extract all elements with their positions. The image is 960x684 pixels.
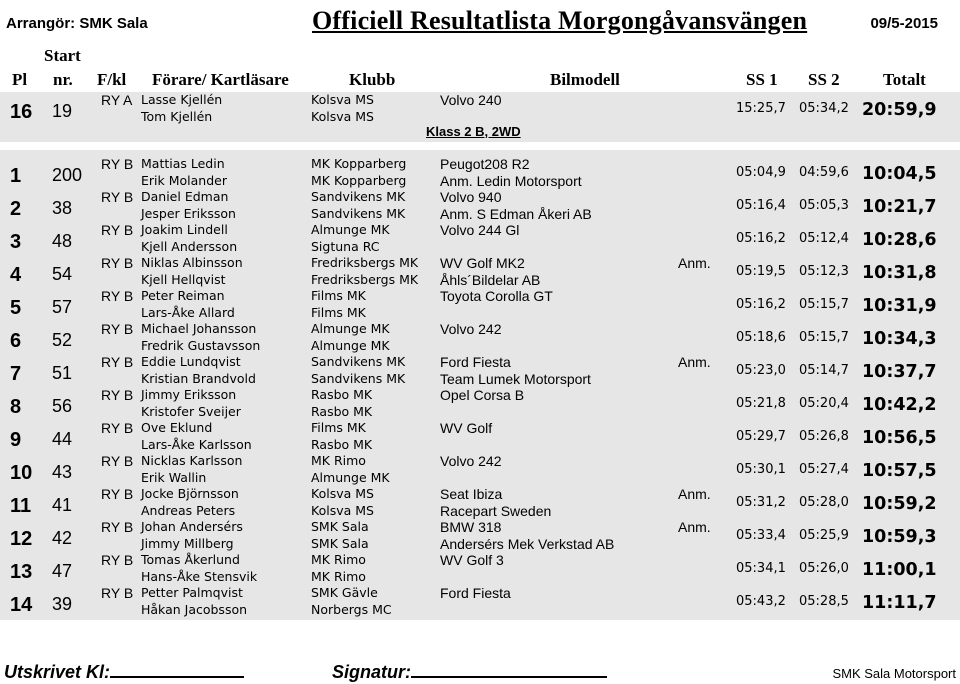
signature-field	[332, 660, 607, 683]
codriver-club: MK Kopparberg	[311, 173, 407, 188]
driver-club: SMK Gävle	[311, 585, 378, 600]
ss1-time: 05:43,2	[736, 594, 786, 609]
total-time: 10:31,8	[862, 263, 937, 283]
driver-name: Jocke Björnsson	[141, 486, 239, 501]
class-code: RY B	[101, 486, 134, 502]
driver-club: Fredriksbergs MK	[311, 255, 419, 270]
ss1-time: 05:30,1	[736, 462, 786, 477]
driver-name: Michael Johansson	[141, 321, 257, 336]
codriver-club: Almunge MK	[311, 470, 390, 485]
ss1-time: 05:21,8	[736, 396, 786, 411]
codriver-name: Håkan Jacobsson	[141, 602, 248, 617]
car-model: Seat Ibiza	[440, 486, 503, 502]
codriver-club: MK Rimo	[311, 569, 366, 584]
total-time: 10:34,3	[862, 329, 937, 349]
total-time: 10:28,6	[862, 230, 937, 250]
driver-name: Peter Reiman	[141, 288, 225, 303]
driver-club: Kolsva MS	[311, 92, 374, 107]
class-code: RY B	[101, 354, 134, 370]
driver-club: Films MK	[311, 288, 366, 303]
start-number: 51	[52, 363, 73, 383]
anm-note: Anm.	[678, 354, 711, 370]
driver-club: Sandvikens MK	[311, 189, 406, 204]
start-number: 47	[52, 561, 73, 581]
car-model: Volvo 940	[440, 189, 502, 205]
car-model: Peugot208 R2	[440, 156, 530, 172]
total-time: 10:37,7	[862, 362, 937, 382]
class-code: RY B	[101, 255, 134, 271]
car-note: Åhls´Bildelar AB	[440, 272, 541, 288]
placing: 3	[10, 231, 22, 253]
col-total-header: Totalt	[883, 70, 926, 89]
ss2-time: 05:34,2	[799, 101, 849, 116]
codriver-name: Tom Kjellén	[141, 109, 213, 124]
class-code: RY B	[101, 222, 134, 238]
codriver-club: Fredriksbergs MK	[311, 272, 419, 287]
class-code: RY B	[101, 156, 134, 172]
class-code: RY B	[101, 519, 134, 535]
driver-club: Almunge MK	[311, 222, 390, 237]
class-code: RY B	[101, 420, 134, 436]
driver-name: Niklas Albinsson	[141, 255, 243, 270]
total-time: 10:31,9	[862, 296, 937, 316]
car-note: Andersérs Mek Verkstad AB	[440, 536, 615, 552]
col-nr-header: nr.	[53, 70, 73, 89]
car-model: Volvo 244 Gl	[440, 222, 520, 238]
total-time: 10:56,5	[862, 428, 937, 448]
placing: 11	[10, 495, 32, 517]
anm-note: Anm.	[678, 486, 711, 502]
start-number: 54	[52, 264, 73, 284]
ss2-time: 05:28,0	[799, 495, 849, 510]
placing: 6	[10, 330, 22, 352]
car-model: WV Golf	[440, 420, 493, 436]
car-note: Anm. S Edman Åkeri AB	[440, 206, 592, 222]
car-note: Racepart Sweden	[440, 503, 552, 519]
car-model: Volvo 240	[440, 92, 502, 108]
driver-name: Joakim Lindell	[141, 222, 228, 237]
codriver-club: Rasbo MK	[311, 404, 373, 419]
signature-label: Signatur:	[332, 662, 411, 682]
placing: 2	[10, 198, 22, 220]
ss2-time: 05:14,7	[799, 363, 849, 378]
codriver-club: Kolsva MS	[311, 503, 374, 518]
placing: 7	[10, 363, 22, 385]
total-time: 10:57,5	[862, 461, 937, 481]
placing: 16	[10, 101, 33, 123]
codriver-club: Kolsva MS	[311, 109, 374, 124]
codriver-name: Kristofer Sveijer	[141, 404, 241, 419]
car-model: WV Golf MK2	[440, 255, 525, 271]
anm-note: Anm.	[678, 519, 711, 535]
ss1-time: 05:33,4	[736, 528, 786, 543]
class-code: RY B	[101, 387, 134, 403]
driver-club: Kolsva MS	[311, 486, 374, 501]
codriver-name: Fredrik Gustavsson	[141, 338, 261, 353]
ss1-time: 05:31,2	[736, 495, 786, 510]
placing: 14	[10, 594, 33, 616]
organizer: Arrangör: SMK Sala	[6, 15, 148, 32]
driver-name: Nicklas Karlsson	[141, 453, 243, 468]
car-model: WV Golf 3	[440, 552, 504, 568]
ss2-time: 05:12,3	[799, 264, 849, 279]
col-ss2-header: SS 2	[808, 70, 840, 89]
start-number: 57	[52, 297, 73, 317]
driver-club: SMK Sala	[311, 519, 369, 534]
start-number: 56	[52, 396, 73, 416]
col-crew-header: Förare/ Kartläsare	[152, 70, 289, 89]
ss2-time: 05:15,7	[799, 297, 849, 312]
codriver-club: Films MK	[311, 305, 366, 320]
driver-club: MK Rimo	[311, 453, 366, 468]
total-time: 11:00,1	[862, 560, 937, 580]
codriver-club: Almunge MK	[311, 338, 390, 353]
start-number: 39	[52, 594, 73, 614]
class-code: RY A	[101, 92, 133, 108]
ss2-time: 05:25,9	[799, 528, 849, 543]
car-model: Ford Fiesta	[440, 585, 511, 601]
driver-club: Almunge MK	[311, 321, 390, 336]
driver-name: Petter Palmqvist	[141, 585, 243, 600]
total-time: 20:59,9	[862, 100, 937, 120]
driver-name: Jimmy Eriksson	[141, 387, 237, 402]
driver-name: Eddie Lundqvist	[141, 354, 241, 369]
col-club-header: Klubb	[349, 70, 396, 89]
driver-name: Ove Eklund	[141, 420, 213, 435]
col-fkl-header: F/kl	[97, 70, 127, 89]
printed-field	[4, 660, 244, 683]
page-title: Officiell Resultatlista Morgongåvansvängen	[312, 6, 808, 35]
total-time: 10:21,7	[862, 197, 937, 217]
printed-line	[110, 660, 244, 678]
ss1-time: 05:16,4	[736, 198, 786, 213]
start-number: 44	[52, 429, 73, 449]
start-number: 43	[52, 462, 73, 482]
codriver-name: Lars-Åke Allard	[141, 305, 235, 320]
driver-name: Lasse Kjellén	[141, 92, 223, 107]
event-date: 09/5-2015	[870, 15, 938, 32]
ss1-time: 05:34,1	[736, 561, 786, 576]
car-note: Team Lumek Motorsport	[440, 371, 591, 387]
codriver-name: Kristian Brandvold	[141, 371, 256, 386]
driver-name: Johan Andersérs	[141, 519, 243, 534]
codriver-name: Jimmy Millberg	[141, 536, 234, 551]
total-time: 11:11,7	[862, 593, 937, 613]
codriver-name: Kjell Hellqvist	[141, 272, 226, 287]
codriver-name: Erik Wallin	[141, 470, 207, 485]
ss1-time: 05:29,7	[736, 429, 786, 444]
ss2-time: 05:12,4	[799, 231, 849, 246]
codriver-name: Kjell Andersson	[141, 239, 238, 254]
driver-club: Rasbo MK	[311, 387, 373, 402]
driver-name: Daniel Edman	[141, 189, 229, 204]
class-code: RY B	[101, 321, 134, 337]
driver-club: Films MK	[311, 420, 366, 435]
car-model: Toyota Corolla GT	[440, 288, 553, 304]
class-code: RY B	[101, 552, 134, 568]
ss1-time: 05:19,5	[736, 264, 786, 279]
car-model: Volvo 242	[440, 453, 502, 469]
class-code: RY B	[101, 189, 134, 205]
class-code: RY B	[101, 288, 134, 304]
codriver-club: Sigtuna RC	[311, 239, 380, 254]
codriver-club: Sandvikens MK	[311, 371, 406, 386]
car-model: Ford Fiesta	[440, 354, 511, 370]
driver-club: MK Kopparberg	[311, 156, 407, 171]
printed-label: Utskrivet Kl:	[4, 662, 111, 682]
anm-note: Anm.	[678, 255, 711, 271]
codriver-club: SMK Sala	[311, 536, 369, 551]
placing: 10	[10, 462, 33, 484]
codriver-name: Lars-Åke Karlsson	[141, 437, 252, 452]
start-number: 200	[52, 165, 83, 185]
car-model: Opel Corsa B	[440, 387, 525, 403]
col-pl-header: Pl	[12, 70, 28, 89]
driver-club: MK Rimo	[311, 552, 366, 567]
signature-line	[411, 660, 607, 678]
ss2-time: 05:27,4	[799, 462, 849, 477]
total-time: 10:59,2	[862, 494, 937, 514]
ss2-time: 05:26,0	[799, 561, 849, 576]
ss1-time: 05:04,9	[736, 165, 786, 180]
ss2-time: 04:59,6	[799, 165, 849, 180]
placing: 1	[10, 165, 22, 187]
car-model: Volvo 242	[440, 321, 502, 337]
car-model: BMW 318	[440, 519, 502, 535]
car-note: Anm. Ledin Motorsport	[440, 173, 582, 189]
codriver-name: Jesper Eriksson	[141, 206, 236, 221]
codriver-club: Sandvikens MK	[311, 206, 406, 221]
codriver-club: Norbergs MC	[311, 602, 392, 617]
placing: 13	[10, 561, 33, 583]
col-car-header: Bilmodell	[550, 70, 620, 89]
col-ss1-header: SS 1	[746, 70, 778, 89]
driver-club: Sandvikens MK	[311, 354, 406, 369]
class-code: RY B	[101, 453, 134, 469]
placing: 5	[10, 297, 22, 319]
codriver-club: Rasbo MK	[311, 437, 373, 452]
placing: 9	[10, 429, 22, 451]
company-name: SMK Sala Motorsport	[832, 666, 956, 681]
col-start-header: Start	[44, 46, 81, 65]
class-title: Klass 2 B, 2WD	[426, 124, 521, 139]
start-number: 42	[52, 528, 73, 548]
ss2-time: 05:20,4	[799, 396, 849, 411]
placing: 4	[10, 264, 22, 286]
class-code: RY B	[101, 585, 134, 601]
ss1-time: 05:23,0	[736, 363, 786, 378]
start-number: 48	[52, 231, 73, 251]
driver-name: Tomas Åkerlund	[141, 552, 240, 567]
total-time: 10:59,3	[862, 527, 937, 547]
ss1-time: 05:16,2	[736, 231, 786, 246]
ss1-time: 05:18,6	[736, 330, 786, 345]
total-time: 10:42,2	[862, 395, 937, 415]
ss1-time: 05:16,2	[736, 297, 786, 312]
placing: 12	[10, 528, 33, 550]
start-number: 41	[52, 495, 73, 515]
ss2-time: 05:05,3	[799, 198, 849, 213]
codriver-name: Hans-Åke Stensvik	[141, 569, 258, 584]
ss2-time: 05:15,7	[799, 330, 849, 345]
codriver-name: Andreas Peters	[141, 503, 236, 518]
start-number: 19	[52, 101, 73, 121]
ss2-time: 05:28,5	[799, 594, 849, 609]
driver-name: Mattias Ledin	[141, 156, 225, 171]
ss1-time: 15:25,7	[736, 101, 786, 116]
ss2-time: 05:26,8	[799, 429, 849, 444]
total-time: 10:04,5	[862, 164, 937, 184]
start-number: 52	[52, 330, 73, 350]
placing: 8	[10, 396, 22, 418]
start-number: 38	[52, 198, 73, 218]
codriver-name: Erik Molander	[141, 173, 227, 188]
